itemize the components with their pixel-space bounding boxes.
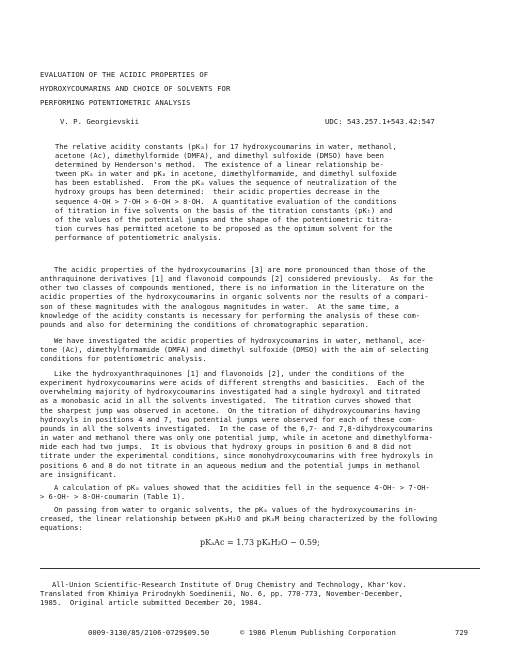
article-title-line-2: HYDROXYCOUMARINS AND CHOICE OF SOLVENTS FOR: [40, 84, 231, 93]
body-line: the sharpest jump was observed in acetone. On the titration of dihydroxycoumarins having: [40, 405, 421, 415]
udc-code: UDC: 543.257.1+543.42:547: [325, 117, 435, 126]
body-line: titrate under the experimental conditions, since monohydroxycoumarins with free hydroxyls in: [40, 451, 433, 461]
abstract: [55, 142, 475, 242]
body-line: overwhelming majority of hydroxycoumarins investigated had a single hydroxyl and titrated: [40, 387, 421, 397]
abstract-line: tween pKₐ in water and pKₐ in acetone, dimethylformamide, and dimethyl sulfoxide: [55, 169, 397, 179]
page-number: 729: [455, 628, 468, 637]
body-line: acidic properties of the hydroxycoumarins in organic solvents nor the results of a compari-: [40, 292, 429, 302]
paragraph-intro: [40, 265, 480, 329]
footnote-line: 1985. Original article submitted December 20, 1984.: [40, 598, 263, 608]
equation: pKₐAc = 1.73 pKₐH₂O − 0.59;: [200, 538, 320, 547]
body-line: experiment hydroxycoumarins were acids of different strengths and basicities. Each of the: [40, 378, 425, 388]
body-line: > 6-OH- > 8-OH-coumarin (Table 1).: [40, 492, 186, 502]
body-line: pounds and also for determining the conditions of chromatographic separation.: [40, 319, 369, 329]
body-line: positions 6 and 8 do not titrate in an aqueous medium and the potential jumps in methanol: [40, 460, 421, 470]
body-line: equations:: [40, 523, 83, 533]
body-line: On passing from water to organic solvents, the pKₐ values of the hydroxycoumarins in-: [54, 505, 418, 514]
body-line: hydroxyls in positions 4 and 7, two potential jumps were observed for each of these com-: [40, 414, 416, 424]
body-line: in water and methanol there was only one potential jump, while in acetone and dimethylforma-: [40, 433, 433, 443]
body-line: The acidic properties of the hydroxycoumarins [3] are more pronounced than those of the: [54, 265, 426, 274]
abstract-line: performance of potentiometric analysis.: [55, 232, 222, 242]
body-line: knowledge of the acidity constants is necessary for performing the analysis of these com-: [40, 310, 421, 320]
body-line: as a monobasic acid in all the solvents investigated. The titration curves showed that: [40, 396, 412, 406]
abstract-line: has been established. From the pKₐ values the sequence of neutralization of the: [55, 178, 397, 188]
copyright-notice: © 1986 Plenum Publishing Corporation: [240, 628, 396, 637]
abstract-line: sequence 4-OH > 7-OH > 6-OH > 8-OH. A quantitative evaluation of the conditions: [55, 196, 397, 206]
footnote-line: All-Union Scientific-Research Institute of Drug Chemistry and Technology, Khar'kov.: [52, 580, 407, 589]
body-line: creased, the linear relationship between pKₐH₂O and pKₐM being characterized by the following: [40, 514, 438, 524]
abstract-line: The relative acidity constants (pKₐ) for 17 hydroxycoumarins in water, methanol,: [55, 142, 397, 151]
abstract-line: acetone (Ac), dimethylformide (DMFA), and dimethyl sulfoxide (DMSO) have been: [55, 151, 384, 161]
body-line: other two classes of compounds mentioned, there is no information in the literature on the: [40, 283, 425, 293]
paragraph-aim: [40, 336, 480, 363]
abstract-line: tion curves has permitted acetone to be proposed as the optimum solvent for the: [55, 223, 393, 233]
body-line: son of these magnitudes with the analogous magnitudes in water. At the same time, a: [40, 301, 399, 311]
paragraph-solvents: [40, 505, 480, 532]
body-line: pounds in all the solvents investigated. In the case of the 6,7- and 7,8-dihydroxycoumarins: [40, 423, 433, 433]
footnote-divider: [40, 568, 480, 569]
article-code: 0009-3130/85/2106-0729$09.50: [88, 628, 210, 637]
abstract-line: of the values of the potential jumps and the shape of the potentiometric titra-: [55, 214, 393, 224]
body-line: are insignificant.: [40, 469, 117, 479]
body-line: tone (Ac), dimethylformamide (DMFA) and dimethyl sulfoxide (DMSO) with the aim of selecting: [40, 345, 429, 355]
body-line: Like the hydroxyanthraquinones [1] and flavonoids [2], under the conditions of the: [54, 369, 405, 378]
article-title-line-1: EVALUATION OF THE ACIDIC PROPERTIES OF: [40, 70, 209, 79]
abstract-line: determined by Henderson's method. The existence of a linear relationship be-: [55, 160, 384, 170]
body-line: conditions for potentiometric analysis.: [40, 354, 207, 364]
body-line: A calculation of pKₐ values showed that the acidities fell in the sequence 4-OH- > 7-OH-: [54, 483, 430, 492]
paragraph-results: [40, 369, 480, 479]
author-name: V. P. Georgievskii: [60, 117, 140, 126]
body-line: anthraquinone derivatives [1] and flavonoid compounds [2] considered previously. As for the: [40, 274, 433, 284]
footnote: [40, 580, 406, 608]
paragraph-calculation: [40, 483, 480, 501]
body-line: mide each had two jumps. It is obvious that hydroxy groups in position 6 and 8 did not: [40, 442, 412, 452]
abstract-line: of titration in five solvents on the basis of the titration constants (pKₜ) and: [55, 205, 393, 215]
body-line: We have investigated the acidic properties of hydroxycoumarins in water, methanol, ace-: [54, 336, 426, 345]
abstract-line: hydroxy groups has been determined: their acidic properties decrease in the: [55, 187, 380, 197]
article-title-line-3: PERFORMING POTENTIOMETRIC ANALYSIS: [40, 98, 191, 107]
footnote-line: Translated from Khimiya Prirodnykh Soedinenii, No. 6, pp. 770-773, November-December,: [40, 589, 404, 599]
